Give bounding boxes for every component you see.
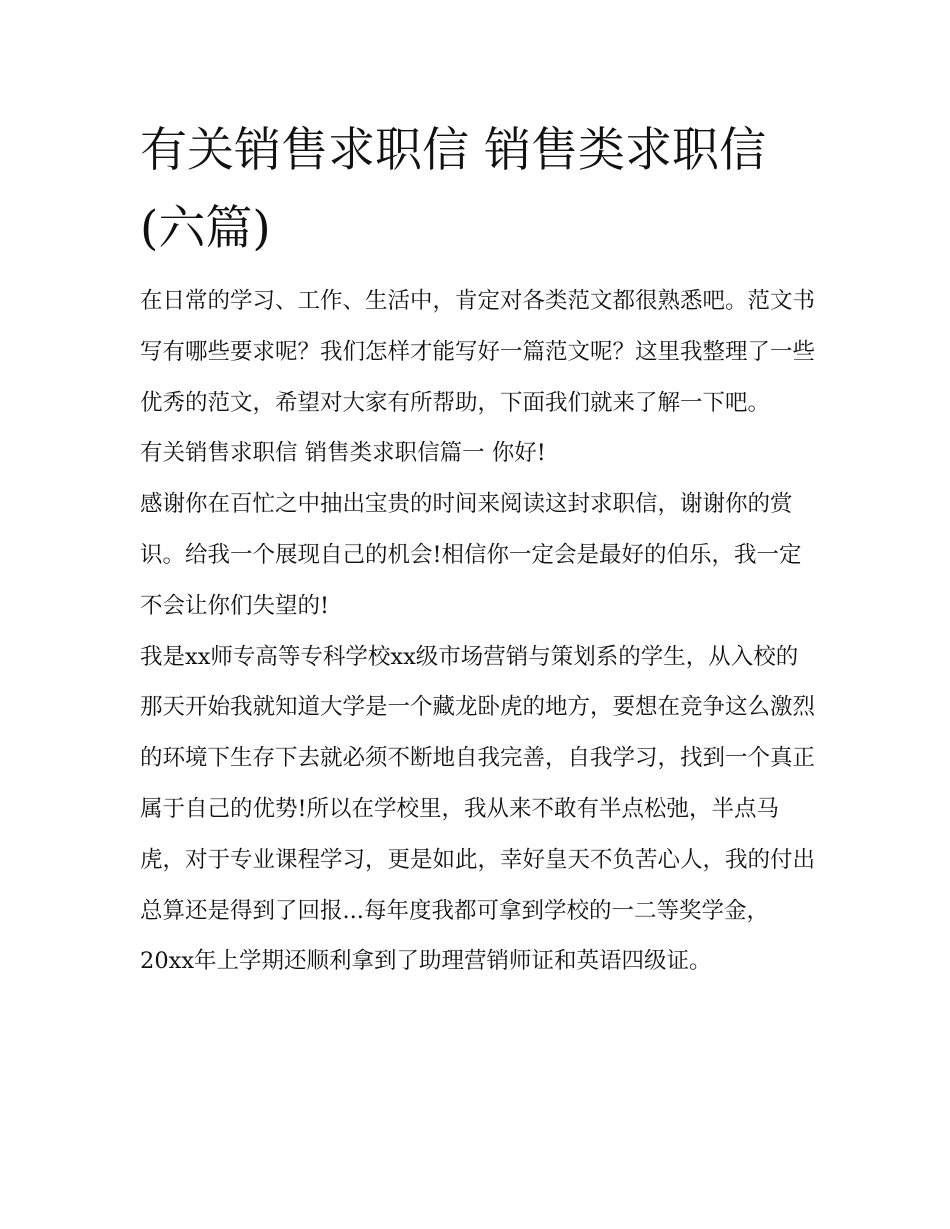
paragraph-thanks: 感谢你在百忙之中抽出宝贵的时间来阅读这封求职信，谢谢你的赏识。给我一个展现自己的机会!相信你一定会是最好的伯乐，我一定不会让你们失望的!: [140, 491, 802, 619]
paragraph-intro: 在日常的学习、工作、生活中，肯定对各类范文都很熟悉吧。范文书写有哪些要求呢？我们怎样才能写好一篇范文呢？这里我整理了一些优秀的范文，希望对大家有所帮助，下面我们就来了解一下吧。: [140, 288, 816, 416]
paragraph-self-intro: 我是xx师专高等专科学校xx级市场营销与策划系的学生，从入校的那天开始我就知道大学是一个藏龙卧虎的地方，要想在竞争这么激烈的环境下生存下去就必须不断地自我完善，自我学习，找到一个真正属于自己的优势!所以在学校里，我从来不敢有半点松弛，半点马虎，对于专业课程学习，更是如此，幸好皇天不负苦心人，我的付出总算还是得到了回报...每年度我都可拿到学校的一二等奖学金，20xx年上学期还顺利拿到了助理营销师证和英语四级证。: [140, 643, 816, 975]
document-body: [140, 276, 820, 987]
paragraph-heading: 有关销售求职信 销售类求职信篇一 你好!: [140, 440, 546, 467]
document-title: 有关销售求职信 销售类求职信(六篇): [140, 123, 766, 256]
